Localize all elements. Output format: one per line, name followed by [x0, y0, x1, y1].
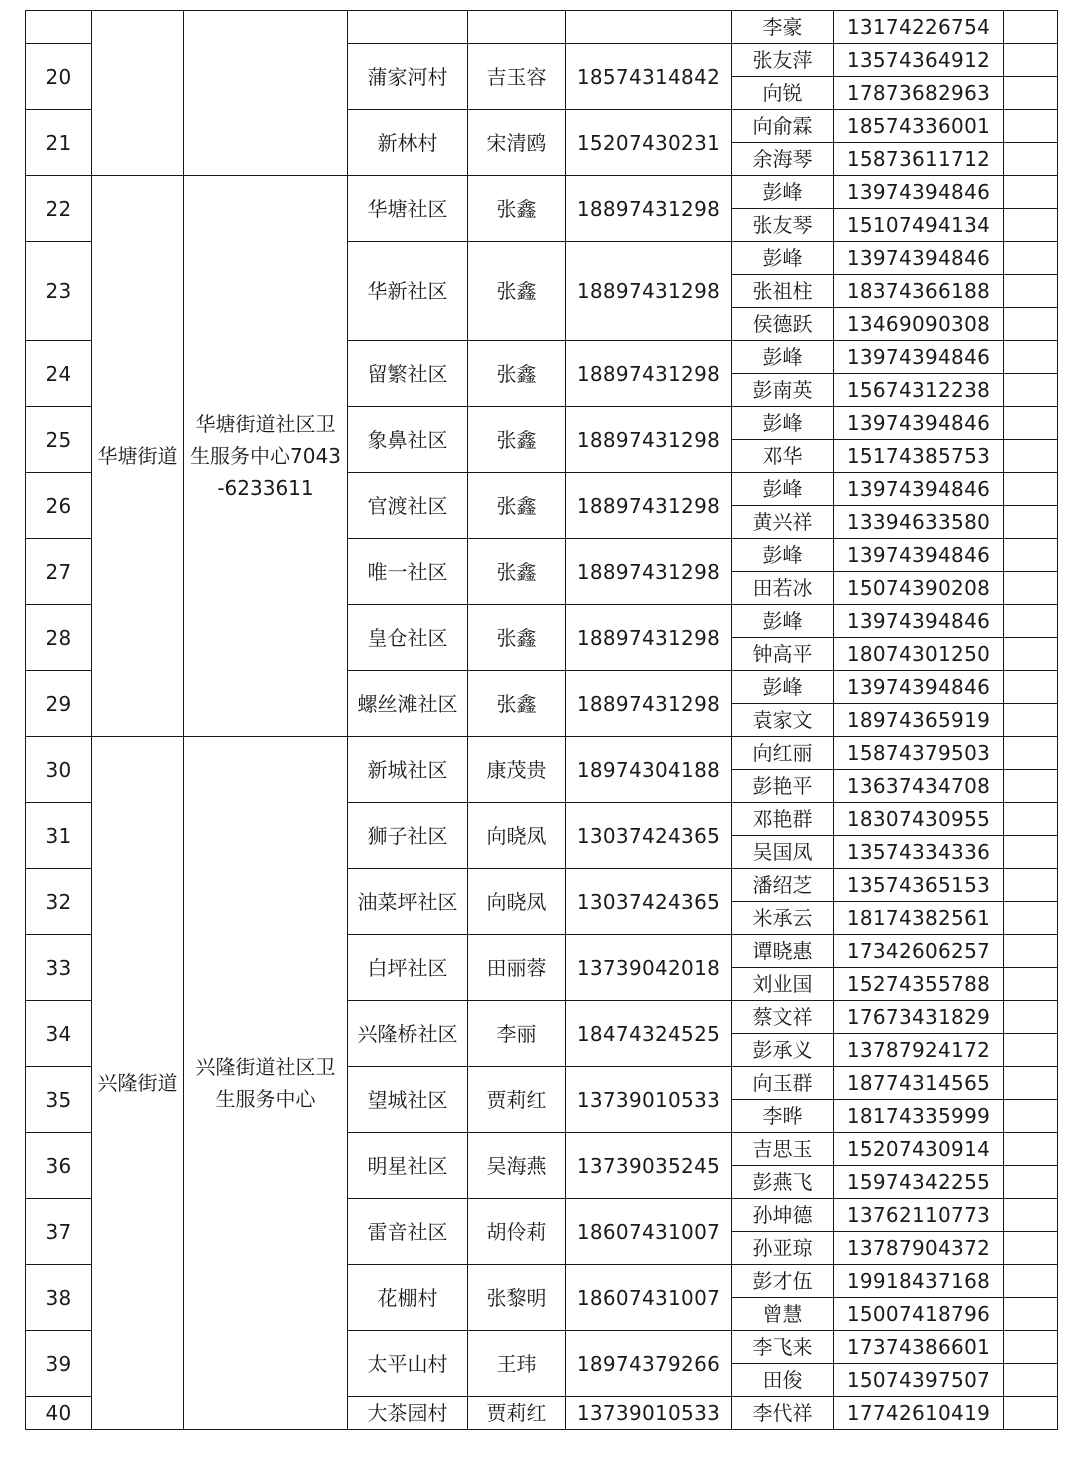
village-name: 白坪社区	[348, 935, 468, 1001]
contact-name: 向俞霖	[732, 110, 834, 143]
contact-phone: 17742610419	[834, 1397, 1004, 1430]
row-number: 26	[26, 473, 92, 539]
row-number: 30	[26, 737, 92, 803]
contact-name: 彭峰	[732, 671, 834, 704]
blank-cell	[1004, 1298, 1058, 1331]
leader-name: 张鑫	[468, 407, 566, 473]
contact-phone: 13787924172	[834, 1034, 1004, 1067]
leader-name: 张黎明	[468, 1265, 566, 1331]
contact-phone: 15074390208	[834, 572, 1004, 605]
village-name: 象鼻社区	[348, 407, 468, 473]
contact-name: 吉思玉	[732, 1133, 834, 1166]
table-row	[26, 11, 1058, 44]
row-number: 34	[26, 1001, 92, 1067]
village-name: 官渡社区	[348, 473, 468, 539]
blank-cell	[1004, 935, 1058, 968]
leader-phone: 18974379266	[566, 1331, 732, 1397]
leader-name: 张鑫	[468, 473, 566, 539]
blank-cell	[1004, 605, 1058, 638]
contact-name: 彭峰	[732, 539, 834, 572]
row-number: 33	[26, 935, 92, 1001]
street-name	[92, 11, 184, 176]
leader-name: 向晓凤	[468, 869, 566, 935]
contact-phone: 13974394846	[834, 176, 1004, 209]
contact-table-wrapper	[25, 10, 1058, 1430]
contact-name: 彭峰	[732, 242, 834, 275]
blank-cell	[1004, 1364, 1058, 1397]
blank-cell	[1004, 374, 1058, 407]
leader-name: 贾莉红	[468, 1397, 566, 1430]
blank-cell	[1004, 209, 1058, 242]
village-name: 蒲家河村	[348, 44, 468, 110]
contact-phone: 13974394846	[834, 341, 1004, 374]
contact-phone: 15207430914	[834, 1133, 1004, 1166]
contact-name: 彭艳平	[732, 770, 834, 803]
leader-name: 吴海燕	[468, 1133, 566, 1199]
contact-phone: 15174385753	[834, 440, 1004, 473]
row-number: 21	[26, 110, 92, 176]
contact-phone: 13974394846	[834, 605, 1004, 638]
contact-name: 向玉群	[732, 1067, 834, 1100]
contact-name: 彭燕飞	[732, 1166, 834, 1199]
health-center: 华塘街道社区卫生服务中心7043-6233611	[184, 176, 348, 737]
contact-name: 李飞来	[732, 1331, 834, 1364]
blank-cell	[1004, 902, 1058, 935]
contact-phone: 13974394846	[834, 473, 1004, 506]
contact-phone: 15873611712	[834, 143, 1004, 176]
contact-name: 彭南英	[732, 374, 834, 407]
row-number: 40	[26, 1397, 92, 1430]
leader-name: 张鑫	[468, 176, 566, 242]
contact-phone: 17673431829	[834, 1001, 1004, 1034]
contact-name: 袁家文	[732, 704, 834, 737]
health-center	[184, 11, 348, 176]
leader-name: 张鑫	[468, 605, 566, 671]
contact-phone: 13637434708	[834, 770, 1004, 803]
contact-name: 彭峰	[732, 605, 834, 638]
contact-phone: 13974394846	[834, 407, 1004, 440]
contact-phone: 18307430955	[834, 803, 1004, 836]
leader-phone: 18607431007	[566, 1199, 732, 1265]
leader-phone: 13037424365	[566, 803, 732, 869]
contact-phone: 13974394846	[834, 539, 1004, 572]
contact-table-body	[26, 11, 1058, 1430]
contact-name: 黄兴祥	[732, 506, 834, 539]
leader-phone: 18897431298	[566, 539, 732, 605]
village-name: 华新社区	[348, 242, 468, 341]
village-name: 留繁社区	[348, 341, 468, 407]
blank-cell	[1004, 770, 1058, 803]
blank-cell	[1004, 671, 1058, 704]
blank-cell	[1004, 341, 1058, 374]
row-number: 31	[26, 803, 92, 869]
contact-phone: 18374366188	[834, 275, 1004, 308]
village-name: 兴隆桥社区	[348, 1001, 468, 1067]
leader-name: 田丽蓉	[468, 935, 566, 1001]
blank-cell	[1004, 11, 1058, 44]
village-name	[348, 11, 468, 44]
village-name: 华塘社区	[348, 176, 468, 242]
leader-name: 胡伶莉	[468, 1199, 566, 1265]
leader-phone: 18897431298	[566, 671, 732, 737]
contact-name: 蔡文祥	[732, 1001, 834, 1034]
leader-phone: 18474324525	[566, 1001, 732, 1067]
row-number: 39	[26, 1331, 92, 1397]
contact-phone: 15007418796	[834, 1298, 1004, 1331]
leader-phone: 18897431298	[566, 605, 732, 671]
blank-cell	[1004, 473, 1058, 506]
row-number: 22	[26, 176, 92, 242]
row-number: 20	[26, 44, 92, 110]
contact-name: 邓华	[732, 440, 834, 473]
row-number: 27	[26, 539, 92, 605]
contact-phone: 13574334336	[834, 836, 1004, 869]
contact-name: 钟高平	[732, 638, 834, 671]
contact-name: 刘业国	[732, 968, 834, 1001]
row-number: 35	[26, 1067, 92, 1133]
health-center: 兴隆街道社区卫生服务中心	[184, 737, 348, 1430]
contact-name: 孙坤德	[732, 1199, 834, 1232]
row-number: 25	[26, 407, 92, 473]
leader-phone: 15207430231	[566, 110, 732, 176]
blank-cell	[1004, 1001, 1058, 1034]
blank-cell	[1004, 803, 1058, 836]
row-number: 32	[26, 869, 92, 935]
contact-name: 谭晓惠	[732, 935, 834, 968]
blank-cell	[1004, 506, 1058, 539]
leader-name: 张鑫	[468, 539, 566, 605]
contact-phone: 18174335999	[834, 1100, 1004, 1133]
contact-phone: 18174382561	[834, 902, 1004, 935]
village-name: 狮子社区	[348, 803, 468, 869]
contact-phone: 15107494134	[834, 209, 1004, 242]
blank-cell	[1004, 110, 1058, 143]
leader-phone: 13739035245	[566, 1133, 732, 1199]
row-number: 37	[26, 1199, 92, 1265]
row-number: 38	[26, 1265, 92, 1331]
contact-name: 李晔	[732, 1100, 834, 1133]
blank-cell	[1004, 539, 1058, 572]
contact-phone: 13974394846	[834, 671, 1004, 704]
blank-cell	[1004, 275, 1058, 308]
blank-cell	[1004, 1034, 1058, 1067]
contact-name: 吴国凤	[732, 836, 834, 869]
village-name: 螺丝滩社区	[348, 671, 468, 737]
row-number: 28	[26, 605, 92, 671]
contact-phone: 15274355788	[834, 968, 1004, 1001]
leader-name: 张鑫	[468, 671, 566, 737]
contact-phone: 17873682963	[834, 77, 1004, 110]
blank-cell	[1004, 440, 1058, 473]
contact-phone: 18974365919	[834, 704, 1004, 737]
contact-name: 彭峰	[732, 407, 834, 440]
table-row	[26, 176, 1058, 209]
contact-name: 彭峰	[732, 176, 834, 209]
contact-phone: 15974342255	[834, 1166, 1004, 1199]
row-number: 29	[26, 671, 92, 737]
contact-phone: 13394633580	[834, 506, 1004, 539]
blank-cell	[1004, 44, 1058, 77]
blank-cell	[1004, 737, 1058, 770]
village-name: 望城社区	[348, 1067, 468, 1133]
blank-cell	[1004, 869, 1058, 902]
village-name: 唯一社区	[348, 539, 468, 605]
contact-name: 彭才伍	[732, 1265, 834, 1298]
leader-phone: 18897431298	[566, 242, 732, 341]
contact-phone: 15074397507	[834, 1364, 1004, 1397]
blank-cell	[1004, 1397, 1058, 1430]
village-name: 花棚村	[348, 1265, 468, 1331]
blank-cell	[1004, 1067, 1058, 1100]
contact-name: 李代祥	[732, 1397, 834, 1430]
leader-phone: 18897431298	[566, 473, 732, 539]
blank-cell	[1004, 638, 1058, 671]
table-row	[26, 737, 1058, 770]
village-name: 明星社区	[348, 1133, 468, 1199]
leader-phone: 13739010533	[566, 1067, 732, 1133]
blank-cell	[1004, 1265, 1058, 1298]
contact-name: 曾慧	[732, 1298, 834, 1331]
row-number: 23	[26, 242, 92, 341]
blank-cell	[1004, 176, 1058, 209]
village-name: 新林村	[348, 110, 468, 176]
village-name: 雷音社区	[348, 1199, 468, 1265]
blank-cell	[1004, 572, 1058, 605]
blank-cell	[1004, 1331, 1058, 1364]
row-number	[26, 11, 92, 44]
leader-name: 张鑫	[468, 341, 566, 407]
contact-name: 田若冰	[732, 572, 834, 605]
blank-cell	[1004, 1133, 1058, 1166]
leader-phone: 18607431007	[566, 1265, 732, 1331]
blank-cell	[1004, 143, 1058, 176]
leader-phone: 18574314842	[566, 44, 732, 110]
contact-phone: 13787904372	[834, 1232, 1004, 1265]
leader-name: 向晓凤	[468, 803, 566, 869]
contact-phone: 19918437168	[834, 1265, 1004, 1298]
contact-name: 田俊	[732, 1364, 834, 1397]
blank-cell	[1004, 1232, 1058, 1265]
contact-table	[25, 10, 1058, 1430]
village-name: 新城社区	[348, 737, 468, 803]
contact-name: 彭承义	[732, 1034, 834, 1067]
leader-phone: 18897431298	[566, 341, 732, 407]
row-number: 36	[26, 1133, 92, 1199]
leader-name: 王玮	[468, 1331, 566, 1397]
street-name: 华塘街道	[92, 176, 184, 737]
village-name: 油菜坪社区	[348, 869, 468, 935]
blank-cell	[1004, 1166, 1058, 1199]
blank-cell	[1004, 836, 1058, 869]
contact-name: 张友琴	[732, 209, 834, 242]
contact-name: 彭峰	[732, 341, 834, 374]
blank-cell	[1004, 704, 1058, 737]
leader-name: 吉玉容	[468, 44, 566, 110]
contact-name: 余海琴	[732, 143, 834, 176]
contact-phone: 15674312238	[834, 374, 1004, 407]
village-name: 太平山村	[348, 1331, 468, 1397]
blank-cell	[1004, 407, 1058, 440]
contact-name: 孙亚琼	[732, 1232, 834, 1265]
contact-phone: 18074301250	[834, 638, 1004, 671]
contact-name: 彭峰	[732, 473, 834, 506]
contact-name: 潘绍芝	[732, 869, 834, 902]
contact-phone: 13574364912	[834, 44, 1004, 77]
street-name: 兴隆街道	[92, 737, 184, 1430]
contact-phone: 13574365153	[834, 869, 1004, 902]
village-name: 皇仓社区	[348, 605, 468, 671]
leader-phone: 18897431298	[566, 407, 732, 473]
leader-name: 李丽	[468, 1001, 566, 1067]
contact-phone: 13974394846	[834, 242, 1004, 275]
blank-cell	[1004, 1100, 1058, 1133]
blank-cell	[1004, 77, 1058, 110]
contact-phone: 15874379503	[834, 737, 1004, 770]
blank-cell	[1004, 308, 1058, 341]
leader-name: 张鑫	[468, 242, 566, 341]
leader-phone: 18897431298	[566, 176, 732, 242]
leader-phone	[566, 11, 732, 44]
contact-name: 米承云	[732, 902, 834, 935]
contact-name: 张祖柱	[732, 275, 834, 308]
contact-name: 李豪	[732, 11, 834, 44]
leader-name: 贾莉红	[468, 1067, 566, 1133]
contact-name: 邓艳群	[732, 803, 834, 836]
contact-phone: 17342606257	[834, 935, 1004, 968]
contact-name: 向锐	[732, 77, 834, 110]
leader-phone: 13037424365	[566, 869, 732, 935]
row-number: 24	[26, 341, 92, 407]
leader-phone: 13739042018	[566, 935, 732, 1001]
blank-cell	[1004, 968, 1058, 1001]
contact-phone: 18574336001	[834, 110, 1004, 143]
leader-name: 康茂贵	[468, 737, 566, 803]
contact-name: 张友萍	[732, 44, 834, 77]
blank-cell	[1004, 242, 1058, 275]
leader-name: 宋清鸥	[468, 110, 566, 176]
contact-phone: 17374386601	[834, 1331, 1004, 1364]
contact-phone: 13469090308	[834, 308, 1004, 341]
leader-name	[468, 11, 566, 44]
leader-phone: 18974304188	[566, 737, 732, 803]
contact-name: 向红丽	[732, 737, 834, 770]
leader-phone: 13739010533	[566, 1397, 732, 1430]
contact-phone: 18774314565	[834, 1067, 1004, 1100]
contact-phone: 13174226754	[834, 11, 1004, 44]
contact-name: 侯德跃	[732, 308, 834, 341]
blank-cell	[1004, 1199, 1058, 1232]
contact-phone: 13762110773	[834, 1199, 1004, 1232]
village-name: 大茶园村	[348, 1397, 468, 1430]
